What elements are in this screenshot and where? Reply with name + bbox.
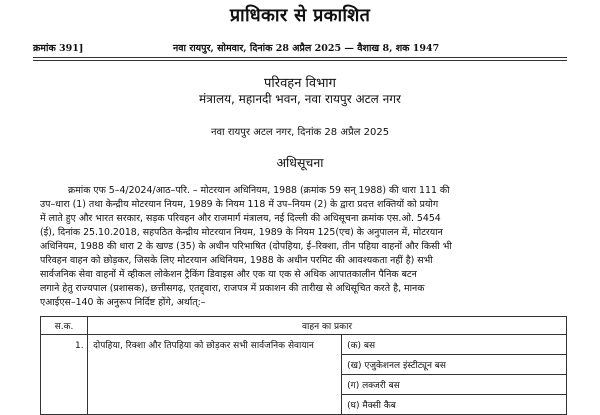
body-line: लगाने हेतु राज्यपाल (प्रशासक), छत्तीसगढ़, एतद्द्वारा, राजपत्र में प्रकाशन की तारीख से अधिसूचित करते है, मानक (40, 283, 425, 294)
header-rule-thin (33, 60, 567, 61)
notification-heading: अधिसूचना (276, 155, 324, 170)
table-row (41, 335, 567, 355)
gazette-masthead: प्राधिकार से प्रकाशित (229, 5, 371, 26)
place-date: नवा रायपुर अटल नगर, दिनांक 28 अप्रैल 2025 (210, 127, 390, 138)
issue-number: क्रमांक 391] (33, 43, 84, 54)
body-line: उप–धारा (1) तथा केन्द्रीय मोटरयान नियम, 1989 के नियम 118 में उप–नियम (2) के द्वारा प्रदत्त शक्तियों को प्रयोग (40, 199, 439, 210)
issue-dateline: नवा रायपुर, सोमवार, दिनांक 28 अप्रैल 2025 — वैशाख 8, शक 1947 (173, 43, 440, 54)
body-line: एआईएस–140 के अनुरूप निर्दिष्ट होंगे, अर्थात्:– (40, 297, 206, 308)
vehicle-type-table (40, 316, 567, 415)
row-description: दोपहिया, रिक्शा और तिपहिया को छोड़कर सभी सार्वजनिक सेवायान (88, 335, 342, 415)
vehicle-type-item: (ग) लक्जरी बस (342, 375, 567, 395)
vehicle-type-item: (ख) एजुकेशनल इंस्टीट्यून बस (342, 355, 567, 375)
notification-body (40, 184, 567, 310)
department-name: परिवहन विभाग (264, 76, 336, 91)
body-line: परिवहन वाहन को छोड़कर, जिसके लिए मोटरयान अधिनियम, 1988 के अधीन परमिट की आवश्यकता नहीं है) सभी (40, 255, 433, 266)
table-header-row (41, 317, 567, 335)
vehicle-type-item: (क) बस (342, 335, 567, 355)
body-line: (ई), दिनांक 25.10.2018, सहपठित केन्द्रीय मोटरयान नियम, 1989 के नियम 125(एच) के अनुपालन में, मोटरयान (40, 227, 443, 238)
vehicle-type-item: (घ) मैक्सी कैब (342, 395, 567, 415)
body-line: अधिनियम, 1988 की धारा 2 के खण्ड (35) के अधीन परिभाषित (दोपहिया, ई–रिक्शा, तीन पहिया वाहनों और किसी भी (40, 241, 452, 252)
header-serial: स.क. (41, 317, 88, 335)
header-vehicle-type: वाहन का प्रकार (88, 317, 567, 335)
department-address: मंत्रालय, महानदी भवन, नवा रायपुर अटल नगर (199, 92, 401, 106)
body-line: सार्वजनिक सेवा वाहनों में व्हीकल लोकेशन ट्रैकिंग डिवाइस और एक या एक से अधिक आपातकालीन पैनिक बटन (40, 269, 417, 280)
body-line: में लाते हुए और भारत सरकार, सड़क परिवहन और राजमार्ग मंत्रालय, नई दिल्ली की अधिसूचना क्रमांक एस.ओ. 5454 (40, 213, 441, 224)
header-rule (33, 57, 567, 58)
row-serial: 1. (41, 335, 88, 415)
body-line: क्रमांक एफ 5–4/2024/आठ–परि. – मोटरयान अधिनियम, 1988 (क्रमांक 59 सन् 1988) की धारा 111 की (68, 185, 450, 196)
